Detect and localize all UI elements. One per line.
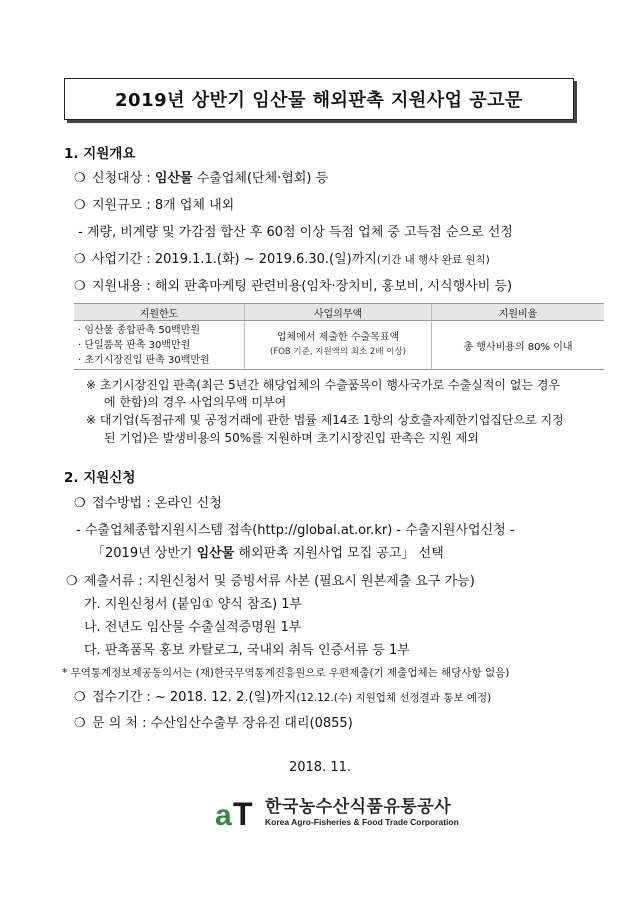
scale-item: ❍ 지원규모 : 8개 업체 내외	[74, 198, 235, 213]
doc-a: 가. 지원신청서 (붙임① 양식 참조) 1부	[84, 597, 303, 612]
deadline-item: ❍ 접수기간 : ~ 2018. 12. 2.(일)까지(12.12.(수) 지원업체 선정결과 통보 예정)	[74, 690, 492, 705]
svg-text:T: T	[233, 796, 253, 829]
bullet-icon: ❍	[74, 496, 86, 511]
note-large-company-2: 된 기업)은 발생비용의 50%를 지원하며 초기시장진입 판촉은 지원 제외	[104, 431, 479, 445]
svg-text:a: a	[215, 799, 232, 829]
bullet-icon: ❍	[74, 198, 86, 213]
section2-heading: 2. 지원신청	[64, 470, 136, 486]
contact-item: ❍ 문 의 처 : 수산임산수출부 장유진 대리(0855)	[74, 716, 353, 731]
content-item: ❍ 지원내용 : 해외 판촉마케팅 관련비용(임차·장치비, 홍보비, 시식행사비 등)	[74, 279, 513, 294]
obligation-sub: (FOB 기준, 지원액의 최소 2배 이상)	[270, 347, 406, 357]
bullet-icon: ❍	[74, 171, 86, 186]
method-note-2: 「2019년 상반기 임산물 해외판촉 지원사업 모집 공고」 선택	[92, 546, 444, 561]
obligation-main: 업체에서 제출한 수출목표액	[276, 332, 400, 343]
bullet-icon: ❍	[74, 279, 86, 294]
bullet-icon: ❍	[74, 690, 86, 705]
note-initial-market-1: ※ 초기시장진입 판촉(최근 5년간 해당업체의 수출품목이 행사국가로 수출실적이 없는 경우	[86, 378, 561, 392]
bullet-icon: ❍	[74, 716, 86, 731]
docs-item: ❍ 제출서류 : 지원신청서 및 증빙서류 사본 (필요시 원본제출 요구 가능)	[66, 574, 475, 589]
bullet-icon: ❍	[74, 252, 86, 267]
table-header-row	[74, 304, 604, 321]
section1-heading: 1. 지원개요	[64, 146, 136, 162]
at-logo-icon	[213, 795, 261, 829]
obligation-cell	[245, 321, 432, 370]
org-name-ko: 한국농수산식품유통공사	[265, 796, 452, 817]
page-title	[64, 78, 574, 120]
period-item: ❍ 사업기간 : 2019.1.1.(화) ~ 2019.6.30.(일)까지(기간 내 행사 완료 원칙)	[74, 252, 490, 267]
title-text: 2019년 상반기 임산물 해외판촉 지원사업 공고문	[115, 90, 523, 111]
note-large-company-1: ※ 대기업(독점규제 및 공정거래에 관한 법률 제14조 1항의 상호출자제한기업집단으로 지정	[86, 413, 564, 427]
limit-item: · 임산물 종합판촉 50백만원	[78, 324, 201, 336]
method-note-1: - 수출업체종합지원시스템 접속(http://global.at.or.kr) - 수출지원사업신청 -	[76, 523, 515, 538]
table-row	[74, 321, 604, 370]
org-logo	[213, 795, 459, 829]
issue-date: 2018. 11.	[288, 760, 352, 775]
table-header: 지원한도	[74, 304, 245, 321]
bullet-icon: ❍	[66, 574, 78, 589]
table-header: 지원비율	[432, 304, 605, 321]
target-item: ❍ 신청대상 : 임산물 수출업체(단체·협회) 등	[74, 171, 329, 186]
method-item: ❍ 접수방법 : 온라인 신청	[74, 496, 222, 511]
limit-cell	[74, 321, 245, 370]
limit-item: · 초기시장진입 판촉 30백만원	[78, 354, 210, 366]
trade-stat-note: * 무역통계정보제공동의서는 (재)한국무역통계진흥원으로 우편제출(기 제출업체는 해당사항 없음)	[62, 667, 510, 679]
scale-note: - 계량, 비계량 및 가감점 합산 후 60점 이상 득점 업체 중 고득점 순으로 선정	[78, 225, 513, 240]
doc-b: 나. 전년도 임산물 수출실적증명원 1부	[84, 620, 302, 635]
org-name-en: Korea Agro-Fisheries & Food Trade Corporation	[265, 816, 459, 827]
note-initial-market-2: 에 한함)의 경우 사업의무액 미부여	[104, 395, 287, 409]
limit-item: · 단일품목 판촉 30백만원	[78, 339, 191, 351]
doc-c: 다. 판촉품목 홍보 카탈로그, 국내외 취득 인증서류 등 1부	[84, 643, 410, 658]
ratio-cell: 총 행사비용의 80% 이내	[432, 321, 605, 370]
table-header: 사업의무액	[245, 304, 432, 321]
support-table	[74, 303, 604, 370]
